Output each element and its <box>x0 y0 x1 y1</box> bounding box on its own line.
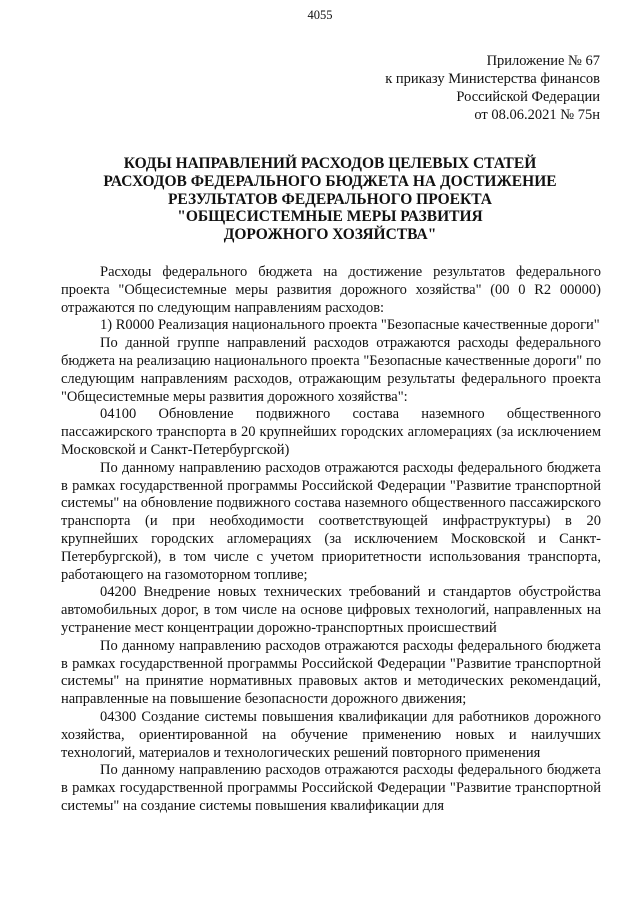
document-title <box>60 155 600 244</box>
title-line: "ОБЩЕСИСТЕМНЫЕ МЕРЫ РАЗВИТИЯ <box>177 208 483 226</box>
title-line: РЕЗУЛЬТАТОВ ФЕДЕРАЛЬНОГО ПРОЕКТА <box>167 190 493 208</box>
title-line: ДОРОЖНОГО ХОЗЯЙСТВА" <box>223 226 437 244</box>
title-line: КОДЫ НАПРАВЛЕНИЙ РАСХОДОВ ЦЕЛЕВЫХ СТАТЕЙ <box>123 155 537 172</box>
appendix-block <box>340 52 600 124</box>
body-paragraph: 1) R0000 Реализация национального проекта "Безопасные качественные дороги" <box>100 317 600 334</box>
body-paragraph: По данному направлению расходов отражаются расходы федерального бюджета в рамках государственной программы Российской Федерации "Развитие транспортной системы" на принятие нормативных правовых актов и методических рекомендаций, направленные на повышение безопасности дорожного движения; <box>61 637 601 708</box>
appendix-line: Приложение № 67 <box>486 53 600 69</box>
appendix-line: Российской Федерации <box>456 89 600 105</box>
document-body <box>61 264 601 816</box>
body-paragraph: 04200 Внедрение новых технических требований и стандартов обустройства автомобильных дорог, в том числе на основе цифровых технологий, направленных на устранение мест концентрации дорожно-транспортных происшествий <box>61 584 601 636</box>
title-line: РАСХОДОВ ФЕДЕРАЛЬНОГО БЮДЖЕТА НА ДОСТИЖЕНИЕ <box>103 172 557 190</box>
appendix-line: к приказу Министерства финансов <box>385 71 600 87</box>
body-paragraph: 04100 Обновление подвижного состава наземного общественного пассажирского транспорта в 20 крупнейших городских агломерациях (за исключением Московской и Санкт-Петербургской) <box>61 406 601 458</box>
body-paragraph: 04300 Создание системы повышения квалификации для работников дорожного хозяйства, ориентированной на обучение применению новых и наилучших технологий, материалов и технологических решений повторного применения <box>61 708 601 761</box>
body-paragraph: По данному направлению расходов отражаются расходы федерального бюджета в рамках государственной программы Российской Федерации "Развитие транспортной системы" на создание системы повышения квалификации для <box>61 762 601 814</box>
body-paragraph: По данному направлению расходов отражаются расходы федерального бюджета в рамках государственной программы Российской Федерации "Развитие транспортной системы" на обновление подвижного состава наземного общественного пассажирского транспорта (и при необходимости соответствующей инфраструктуры) в 20 крупнейших городских агломерациях (за исключением Московской и Санкт-Петербургской), в том числе с учетом приоритетности использования транспорта, работающего на газомоторном топливе; <box>61 459 601 583</box>
body-paragraph: По данной группе направлений расходов отражаются расходы федерального бюджета на реализацию национального проекта "Безопасные качественные дороги" по следующим направлениям расходов, отражающим результаты федерального проекта "Общесистемные меры развития дорожного хозяйства": <box>61 335 601 405</box>
appendix-line: от 08.06.2021 № 75н <box>474 107 600 123</box>
page-number: 4055 <box>307 8 333 22</box>
body-paragraph: Расходы федерального бюджета на достижение результатов федерального проекта "Общесистемные меры развития дорожного хозяйства" (00 0 R2 00000) отражаются по следующим направлениям расходов: <box>61 264 601 316</box>
